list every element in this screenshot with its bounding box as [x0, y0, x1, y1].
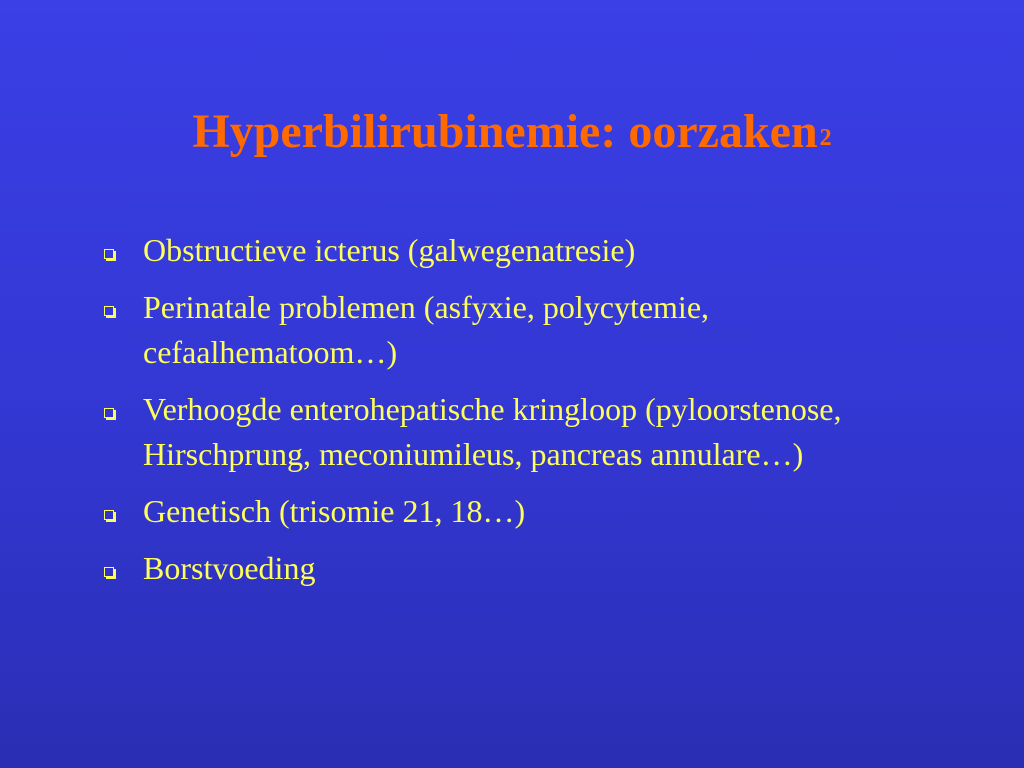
bullet-list: [104, 228, 904, 603]
bullet-item-genetisch: [104, 489, 904, 534]
bullet-text: Perinatale problemen (asfyxie, polycytemie, cefaalhematoom…): [143, 289, 710, 370]
bullet-text: Genetisch (trisomie 21, 18…): [143, 493, 526, 529]
bullet-item-enterohepatische-kringloop: [104, 387, 904, 477]
bullet-item-borstvoeding: [104, 546, 904, 591]
slide-title: [0, 102, 1024, 162]
bullet-text: Verhoogde enterohepatische kringloop (pyloorstenose, Hirschprung, meconiumileus, pancreas annulare…): [143, 391, 842, 472]
bullet-text: Obstructieve icterus (galwegenatresie): [143, 232, 636, 268]
square-bullet-icon: [104, 306, 114, 316]
bullet-text: Borstvoeding: [143, 550, 316, 586]
square-bullet-icon: [104, 510, 114, 520]
square-bullet-icon: [104, 408, 114, 418]
square-bullet-icon: [104, 249, 114, 259]
bullet-item-perinatale-problemen: [104, 285, 904, 375]
slide-title-text: Hyperbilirubinemie: oorzaken: [192, 105, 818, 158]
title-superscript: 2: [819, 125, 832, 151]
square-bullet-icon: [104, 567, 114, 577]
bullet-item-obstructieve-icterus: [104, 228, 904, 273]
